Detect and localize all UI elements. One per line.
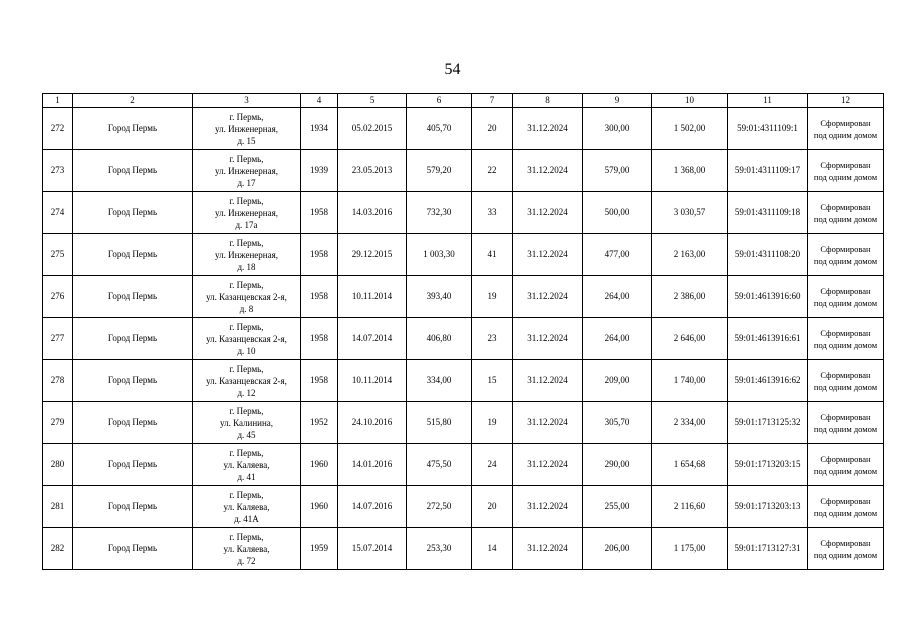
table-row: [43, 108, 884, 150]
table-row: [43, 444, 884, 486]
area-cell: 253,30: [407, 528, 472, 570]
address-cell: [193, 528, 301, 570]
address-cell: [193, 402, 301, 444]
column-header: 2: [73, 94, 193, 108]
row-number-cell: 279: [43, 402, 73, 444]
year-cell: 1952: [301, 402, 338, 444]
value-10-cell: 1 740,00: [652, 360, 728, 402]
table-body: [43, 108, 884, 570]
value-10-cell: 2 334,00: [652, 402, 728, 444]
municipality-cell: Город Пермь: [73, 318, 193, 360]
cadastral-number-cell: 59:01:4311108:20: [728, 234, 808, 276]
date-cell: 10.11.2014: [338, 276, 407, 318]
address-line: г. Пермь,: [229, 153, 264, 164]
address-line: г. Пермь,: [229, 279, 264, 290]
header-row: [43, 94, 884, 108]
status-cell: [808, 150, 884, 192]
table-row: [43, 360, 884, 402]
count-cell: 22: [472, 150, 513, 192]
value-9-cell: 255,00: [583, 486, 652, 528]
date-cell: 23.05.2013: [338, 150, 407, 192]
deadline-cell: 31.12.2024: [513, 486, 583, 528]
value-10-cell: 2 386,00: [652, 276, 728, 318]
count-cell: 41: [472, 234, 513, 276]
address-line: г. Пермь,: [229, 489, 264, 500]
row-number-cell: 282: [43, 528, 73, 570]
value-9-cell: 209,00: [583, 360, 652, 402]
status-line: Сформирован: [820, 453, 871, 464]
address-line: г. Пермь,: [229, 195, 264, 206]
deadline-cell: 31.12.2024: [513, 402, 583, 444]
date-cell: 10.11.2014: [338, 360, 407, 402]
table-row: [43, 150, 884, 192]
value-10-cell: 1 654,68: [652, 444, 728, 486]
column-header: 5: [338, 94, 407, 108]
row-number-cell: 281: [43, 486, 73, 528]
cadastral-number-cell: 59:01:1713125:32: [728, 402, 808, 444]
year-cell: 1960: [301, 486, 338, 528]
value-9-cell: 264,00: [583, 318, 652, 360]
value-10-cell: 2 116,60: [652, 486, 728, 528]
address-line: ул. Инженерная,: [214, 165, 279, 176]
value-10-cell: 2 646,00: [652, 318, 728, 360]
value-9-cell: 579,00: [583, 150, 652, 192]
address-line: г. Пермь,: [229, 447, 264, 458]
deadline-cell: 31.12.2024: [513, 276, 583, 318]
status-cell: [808, 192, 884, 234]
area-cell: 334,00: [407, 360, 472, 402]
address-cell: [193, 276, 301, 318]
deadline-cell: 31.12.2024: [513, 150, 583, 192]
address-cell: [193, 486, 301, 528]
value-10-cell: 3 030,57: [652, 192, 728, 234]
year-cell: 1958: [301, 318, 338, 360]
count-cell: 23: [472, 318, 513, 360]
cadastral-number-cell: 59:01:1713127:31: [728, 528, 808, 570]
status-line: под одним домом: [813, 465, 878, 476]
cadastral-number-cell: 59:01:4613916:60: [728, 276, 808, 318]
row-number-cell: 274: [43, 192, 73, 234]
address-line: г. Пермь,: [229, 321, 264, 332]
value-9-cell: 206,00: [583, 528, 652, 570]
row-number-cell: 275: [43, 234, 73, 276]
municipality-cell: Город Пермь: [73, 402, 193, 444]
count-cell: 24: [472, 444, 513, 486]
count-cell: 14: [472, 528, 513, 570]
table-row: [43, 528, 884, 570]
status-line: Сформирован: [820, 285, 871, 296]
date-cell: 15.07.2014: [338, 528, 407, 570]
cadastral-number-cell: 59:01:1713203:15: [728, 444, 808, 486]
address-line: д. 17: [237, 177, 256, 188]
address-line: ул. Инженерная,: [214, 207, 279, 218]
address-line: д. 45: [237, 429, 256, 440]
status-cell: [808, 318, 884, 360]
address-line: д. 10: [237, 345, 256, 356]
status-cell: [808, 486, 884, 528]
address-line: ул. Каляева,: [223, 501, 270, 512]
municipality-cell: Город Пермь: [73, 234, 193, 276]
row-number-cell: 272: [43, 108, 73, 150]
status-line: Сформирован: [820, 369, 871, 380]
deadline-cell: 31.12.2024: [513, 318, 583, 360]
table-row: [43, 318, 884, 360]
area-cell: 475,50: [407, 444, 472, 486]
row-number-cell: 273: [43, 150, 73, 192]
year-cell: 1934: [301, 108, 338, 150]
count-cell: 20: [472, 486, 513, 528]
address-line: д. 8: [239, 303, 254, 314]
status-line: под одним домом: [813, 171, 878, 182]
status-cell: [808, 360, 884, 402]
date-cell: 14.03.2016: [338, 192, 407, 234]
status-line: под одним домом: [813, 339, 878, 350]
year-cell: 1958: [301, 192, 338, 234]
address-line: д. 41А: [234, 513, 259, 524]
address-line: д. 17а: [235, 219, 258, 230]
status-cell: [808, 276, 884, 318]
value-9-cell: 477,00: [583, 234, 652, 276]
address-cell: [193, 192, 301, 234]
cadastral-number-cell: 59:01:4613916:61: [728, 318, 808, 360]
municipality-cell: Город Пермь: [73, 486, 193, 528]
value-9-cell: 300,00: [583, 108, 652, 150]
address-line: д. 12: [237, 387, 256, 398]
status-line: под одним домом: [813, 507, 878, 518]
date-cell: 05.02.2015: [338, 108, 407, 150]
address-line: ул. Каляева,: [223, 459, 270, 470]
status-line: под одним домом: [813, 255, 878, 266]
year-cell: 1958: [301, 234, 338, 276]
area-cell: 405,70: [407, 108, 472, 150]
address-cell: [193, 444, 301, 486]
address-line: ул. Инженерная,: [214, 249, 279, 260]
deadline-cell: 31.12.2024: [513, 360, 583, 402]
table-row: [43, 276, 884, 318]
address-line: д. 72: [237, 555, 256, 566]
column-header: 12: [808, 94, 884, 108]
address-line: г. Пермь,: [229, 531, 264, 542]
status-line: Сформирован: [820, 201, 871, 212]
column-header: 4: [301, 94, 338, 108]
area-cell: 393,40: [407, 276, 472, 318]
date-cell: 14.07.2016: [338, 486, 407, 528]
status-line: Сформирован: [820, 159, 871, 170]
value-10-cell: 1 175,00: [652, 528, 728, 570]
municipality-cell: Город Пермь: [73, 444, 193, 486]
row-number-cell: 277: [43, 318, 73, 360]
address-line: г. Пермь,: [229, 111, 264, 122]
municipality-cell: Город Пермь: [73, 192, 193, 234]
status-line: под одним домом: [813, 129, 878, 140]
address-line: г. Пермь,: [229, 363, 264, 374]
column-header: 11: [728, 94, 808, 108]
value-10-cell: 1 502,00: [652, 108, 728, 150]
status-line: под одним домом: [813, 213, 878, 224]
deadline-cell: 31.12.2024: [513, 234, 583, 276]
column-header: 8: [513, 94, 583, 108]
area-cell: 1 003,30: [407, 234, 472, 276]
column-header: 7: [472, 94, 513, 108]
address-line: ул. Калинина,: [219, 417, 274, 428]
column-header: 10: [652, 94, 728, 108]
deadline-cell: 31.12.2024: [513, 108, 583, 150]
address-line: ул. Казанцевская 2-я,: [206, 333, 287, 344]
municipality-cell: Город Пермь: [73, 360, 193, 402]
status-line: Сформирован: [820, 411, 871, 422]
value-9-cell: 290,00: [583, 444, 652, 486]
count-cell: 19: [472, 402, 513, 444]
status-line: Сформирован: [820, 495, 871, 506]
address-line: г. Пермь,: [229, 237, 264, 248]
value-9-cell: 305,70: [583, 402, 652, 444]
date-cell: 14.01.2016: [338, 444, 407, 486]
row-number-cell: 276: [43, 276, 73, 318]
year-cell: 1958: [301, 276, 338, 318]
status-line: под одним домом: [813, 381, 878, 392]
count-cell: 33: [472, 192, 513, 234]
status-line: Сформирован: [820, 537, 871, 548]
year-cell: 1939: [301, 150, 338, 192]
area-cell: 515,80: [407, 402, 472, 444]
column-header: 3: [193, 94, 301, 108]
year-cell: 1959: [301, 528, 338, 570]
status-line: под одним домом: [813, 549, 878, 560]
column-header: 9: [583, 94, 652, 108]
date-cell: 14.07.2014: [338, 318, 407, 360]
address-line: д. 41: [237, 471, 256, 482]
row-number-cell: 278: [43, 360, 73, 402]
status-cell: [808, 444, 884, 486]
count-cell: 20: [472, 108, 513, 150]
value-9-cell: 500,00: [583, 192, 652, 234]
status-cell: [808, 108, 884, 150]
row-number-cell: 280: [43, 444, 73, 486]
deadline-cell: 31.12.2024: [513, 444, 583, 486]
cadastral-number-cell: 59:01:1713203:13: [728, 486, 808, 528]
cadastral-number-cell: 59:01:4311109:1: [728, 108, 808, 150]
status-line: под одним домом: [813, 423, 878, 434]
address-line: ул. Казанцевская 2-я,: [206, 291, 287, 302]
table-row: [43, 486, 884, 528]
value-10-cell: 1 368,00: [652, 150, 728, 192]
municipality-cell: Город Пермь: [73, 276, 193, 318]
status-cell: [808, 234, 884, 276]
cadastral-number-cell: 59:01:4613916:62: [728, 360, 808, 402]
column-header: 6: [407, 94, 472, 108]
year-cell: 1958: [301, 360, 338, 402]
table-row: [43, 234, 884, 276]
address-cell: [193, 360, 301, 402]
cadastral-number-cell: 59:01:4311109:18: [728, 192, 808, 234]
page-number: 54: [444, 61, 461, 78]
column-header: 1: [43, 94, 73, 108]
area-cell: 406,80: [407, 318, 472, 360]
status-cell: [808, 528, 884, 570]
status-cell: [808, 402, 884, 444]
date-cell: 24.10.2016: [338, 402, 407, 444]
address-cell: [193, 234, 301, 276]
address-line: д. 15: [237, 135, 256, 146]
deadline-cell: 31.12.2024: [513, 528, 583, 570]
deadline-cell: 31.12.2024: [513, 192, 583, 234]
status-line: Сформирован: [820, 243, 871, 254]
count-cell: 15: [472, 360, 513, 402]
table-row: [43, 402, 884, 444]
address-cell: [193, 108, 301, 150]
year-cell: 1960: [301, 444, 338, 486]
status-line: Сформирован: [820, 327, 871, 338]
address-line: ул. Инженерная,: [214, 123, 279, 134]
municipality-cell: Город Пермь: [73, 150, 193, 192]
table-row: [43, 192, 884, 234]
address-line: д. 18: [237, 261, 256, 272]
value-10-cell: 2 163,00: [652, 234, 728, 276]
address-cell: [193, 318, 301, 360]
area-cell: 272,50: [407, 486, 472, 528]
area-cell: 732,30: [407, 192, 472, 234]
cadastral-number-cell: 59:01:4311109:17: [728, 150, 808, 192]
status-line: Сформирован: [820, 117, 871, 128]
municipality-cell: Город Пермь: [73, 108, 193, 150]
status-line: под одним домом: [813, 297, 878, 308]
value-9-cell: 264,00: [583, 276, 652, 318]
address-line: ул. Казанцевская 2-я,: [206, 375, 287, 386]
housing-table: [42, 93, 884, 570]
municipality-cell: Город Пермь: [73, 528, 193, 570]
address-cell: [193, 150, 301, 192]
count-cell: 19: [472, 276, 513, 318]
date-cell: 29.12.2015: [338, 234, 407, 276]
area-cell: 579,20: [407, 150, 472, 192]
address-line: ул. Каляева,: [223, 543, 270, 554]
address-line: г. Пермь,: [229, 405, 264, 416]
